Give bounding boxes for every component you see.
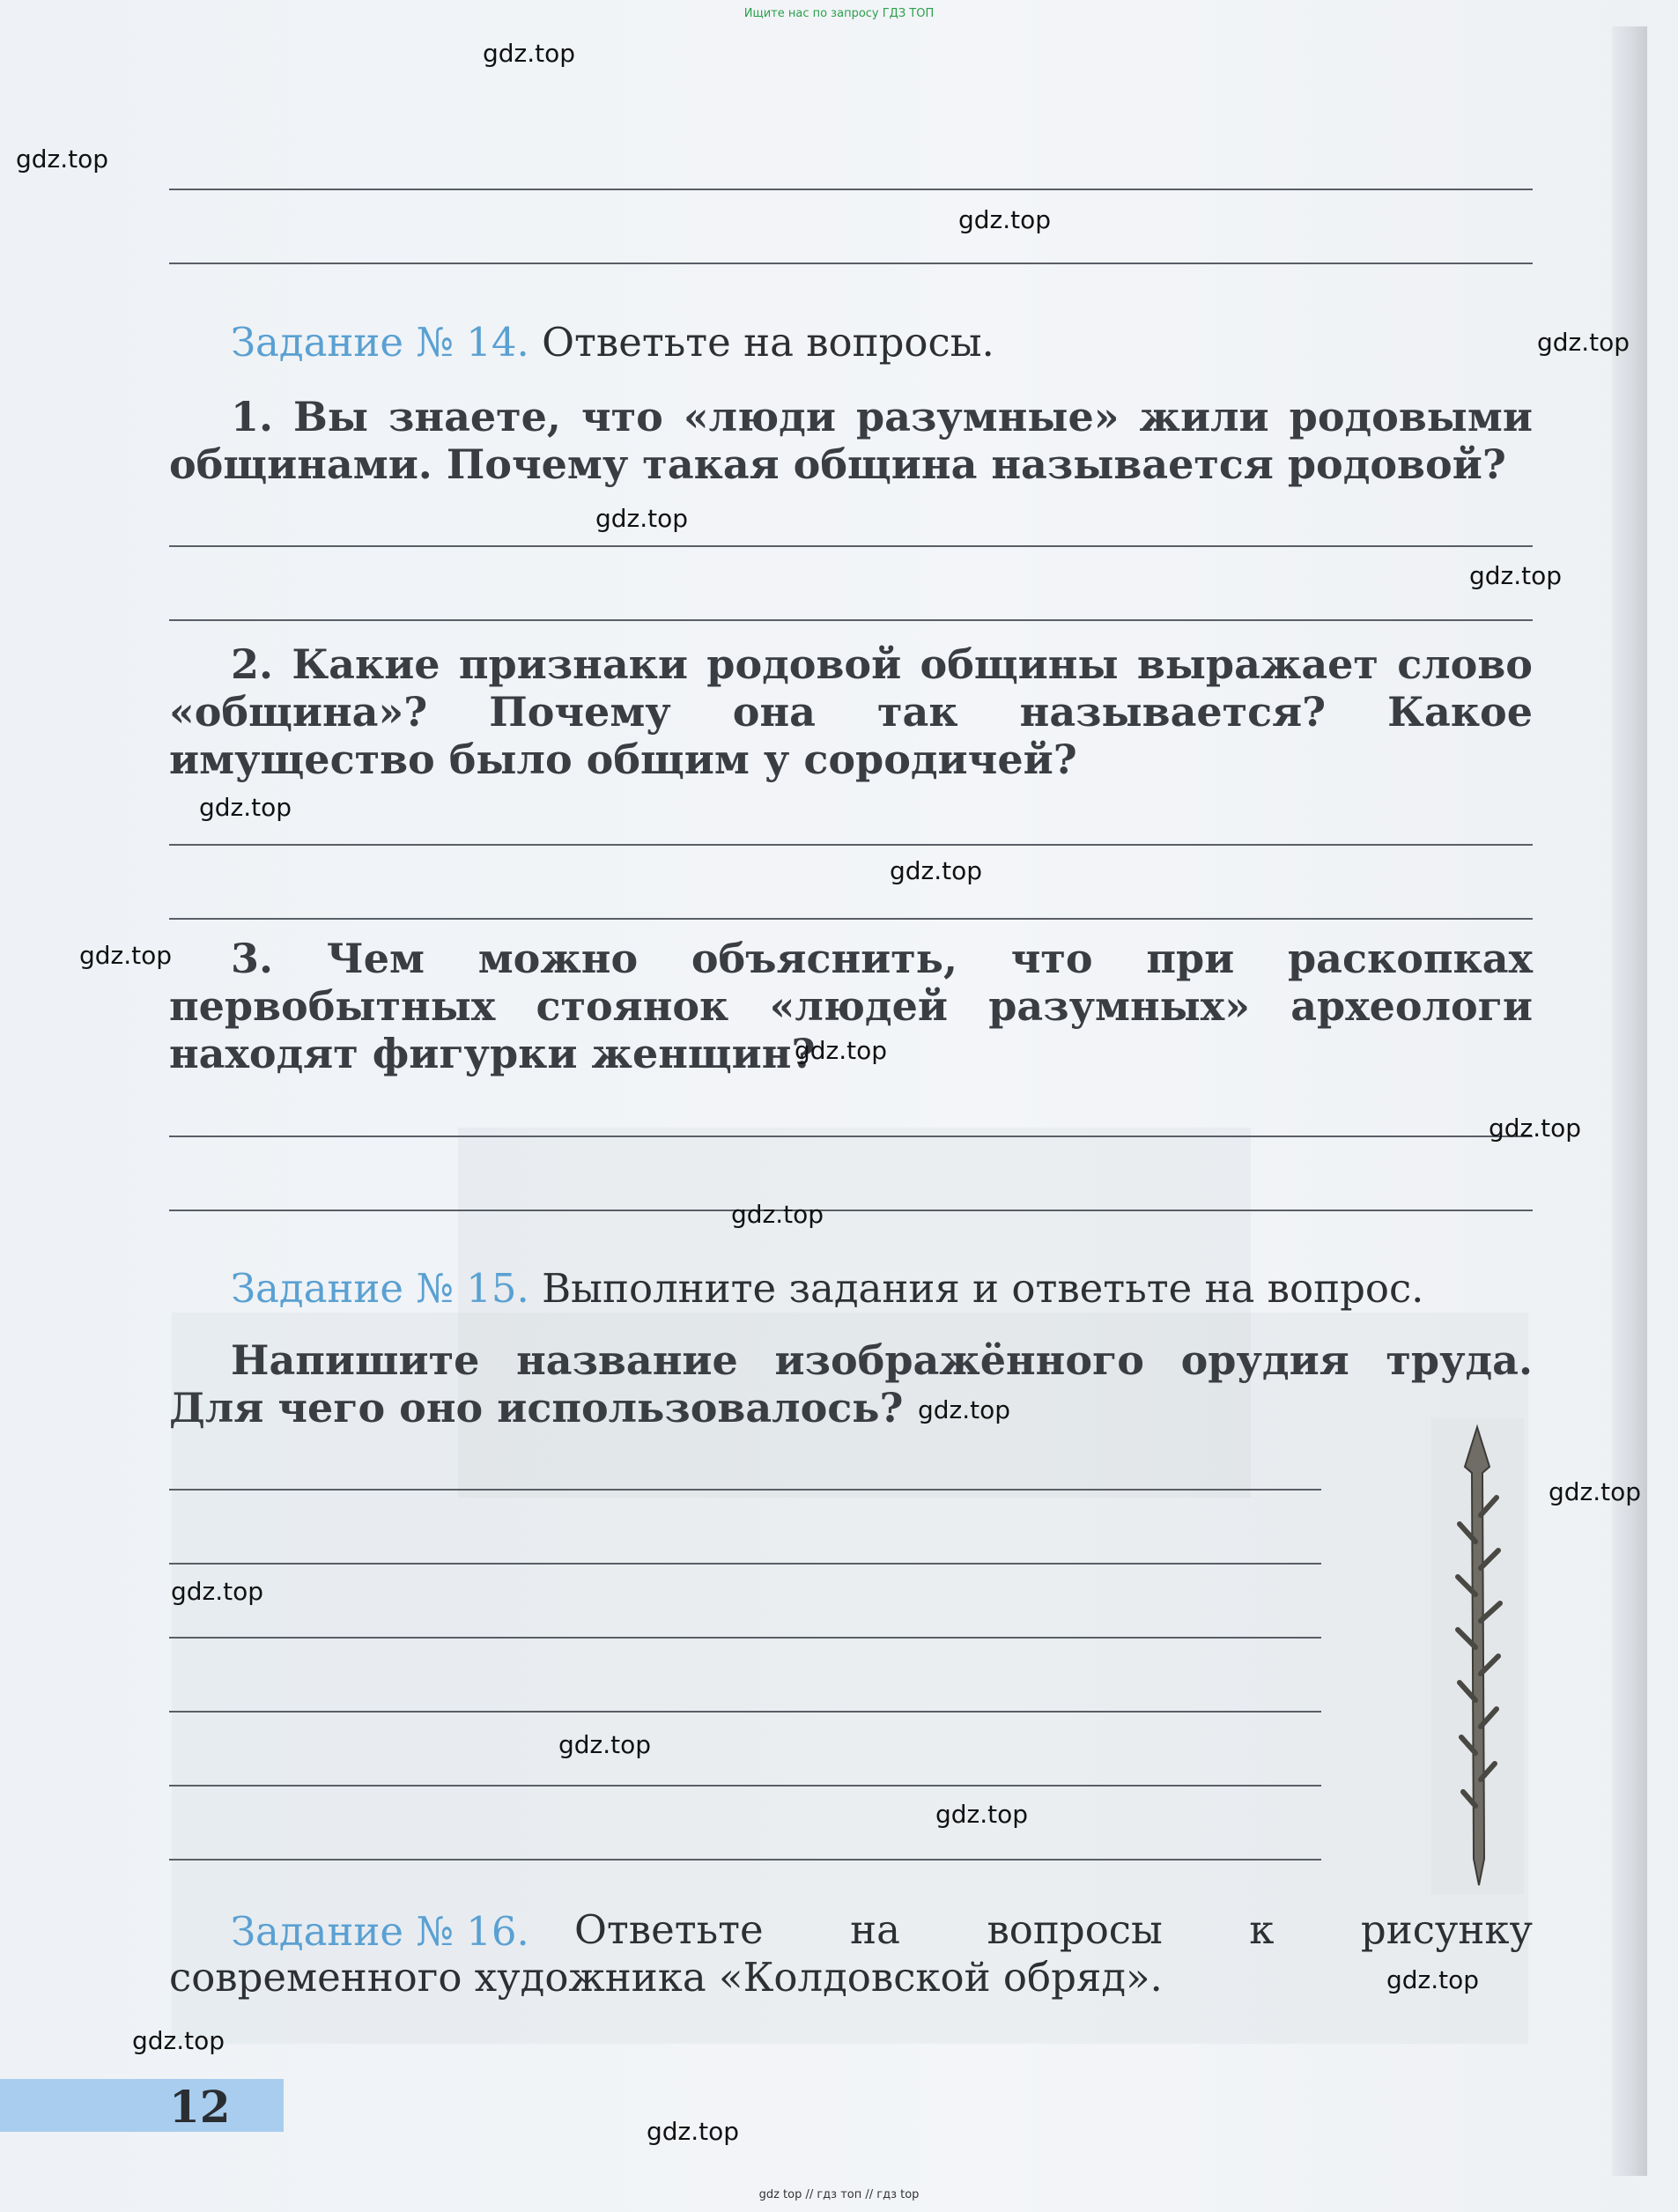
answer-line <box>169 619 1533 621</box>
watermark: gdz.top <box>731 1200 824 1229</box>
watermark: gdz.top <box>1489 1113 1582 1143</box>
answer-line <box>169 263 1533 264</box>
task15-body: Напишите название изображённого орудия труда. Для чего оно использовалось? <box>169 1336 1533 1432</box>
task14-heading <box>231 319 994 366</box>
watermark: gdz.top <box>483 39 576 68</box>
answer-line <box>169 1859 1321 1861</box>
watermark: gdz.top <box>647 2117 740 2146</box>
page-number: 12 <box>169 2081 231 2133</box>
watermark: gdz.top <box>958 205 1052 234</box>
top-note: Ищите нас по запросу ГДЗ ТОП <box>743 7 935 20</box>
answer-line <box>169 1136 1533 1137</box>
task16-label: Задание № 16. <box>231 1908 529 1955</box>
task15-text: Выполните задания и ответьте на вопрос. <box>542 1265 1424 1312</box>
watermark: gdz.top <box>918 1395 1011 1424</box>
watermark: gdz.top <box>171 1577 264 1606</box>
watermark: gdz.top <box>1469 561 1563 590</box>
watermark: gdz.top <box>595 504 689 533</box>
watermark: gdz.top <box>132 2026 225 2055</box>
harpoon-illustration <box>1431 1418 1524 1894</box>
bottom-note: gdz top // гдз топ // гдз top <box>758 2188 920 2201</box>
page-number-tab <box>0 2079 284 2132</box>
answer-line <box>169 1637 1321 1639</box>
watermark: gdz.top <box>79 941 173 970</box>
watermark: gdz.top <box>199 793 292 822</box>
watermark: gdz.top <box>890 856 983 885</box>
answer-line <box>169 1711 1321 1713</box>
watermark: gdz.top <box>558 1730 652 1759</box>
watermark: gdz.top <box>16 144 109 174</box>
task14-question-2: 2. Какие признаки родовой общины выражает слово «община»? Почему она так называется? Какое имущество было общим у сородичей? <box>169 640 1533 783</box>
answer-line <box>169 545 1533 547</box>
task15-label: Задание № 15. <box>231 1265 529 1312</box>
watermark: gdz.top <box>1386 1965 1480 1994</box>
answer-line <box>169 189 1533 190</box>
answer-line <box>169 1785 1321 1787</box>
answer-line <box>169 1489 1321 1491</box>
task14-label: Задание № 14. <box>231 319 529 366</box>
watermark: gdz.top <box>1537 328 1630 357</box>
watermark: gdz.top <box>1549 1477 1642 1506</box>
watermark: gdz.top <box>795 1036 888 1065</box>
answer-line <box>169 1210 1533 1211</box>
task16-text: Ответьте на вопросы к рисунку современного художника «Колдовской обряд». <box>169 1906 1533 2001</box>
answer-line <box>169 844 1533 846</box>
task14-question-3: 3. Чем можно объяснить, что при раскопках первобытных стоянок «людей разумных» археологи находят фигурки женщин? <box>169 935 1533 1077</box>
task14-text: Ответьте на вопросы. <box>542 319 994 366</box>
task15-heading <box>231 1265 1423 1312</box>
watermark: gdz.top <box>935 1800 1029 1829</box>
answer-line <box>169 918 1533 920</box>
answer-line <box>169 1563 1321 1565</box>
task14-question-1: 1. Вы знаете, что «люди разумные» жили родовыми общинами. Почему такая община называется родовой? <box>169 393 1533 488</box>
